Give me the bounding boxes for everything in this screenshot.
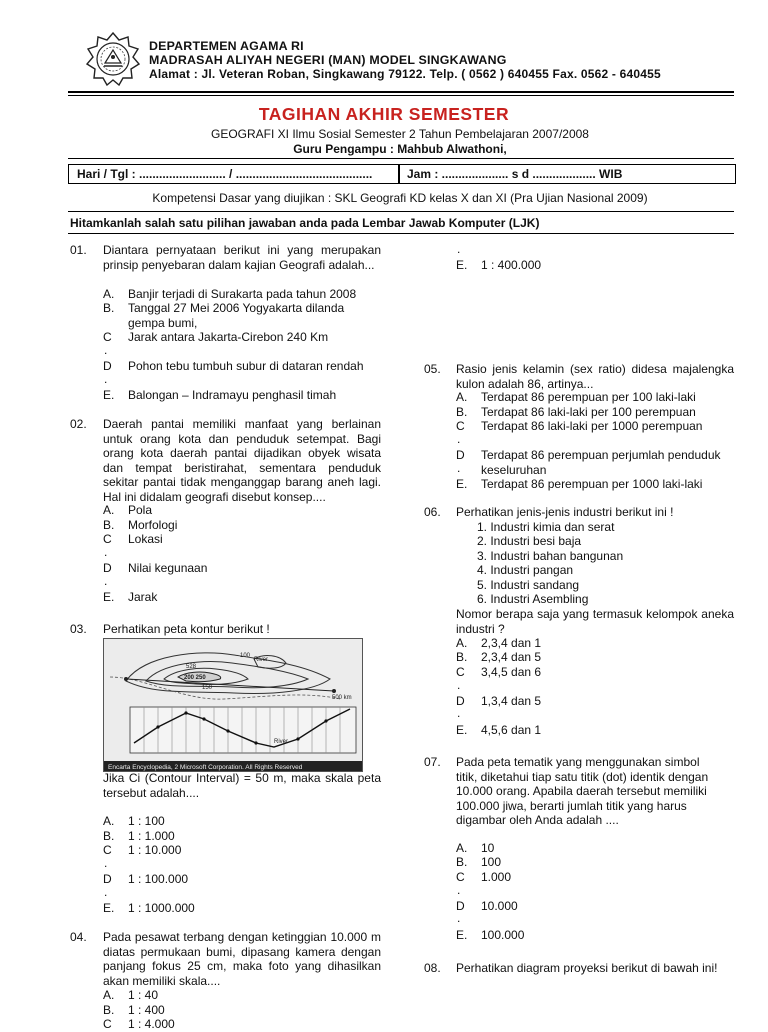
option-c: C 1.000 [456,870,512,884]
question-text: Perhatikan diagram proyeksi berikut di bawah ini! [456,961,718,975]
option-d: D 1 : 100.000 [103,872,189,886]
letterhead-rule-thin [68,95,734,96]
option-a: A. 10 [456,841,495,855]
svg-text:500 km: 500 km [332,695,352,701]
svg-text:528: 528 [186,664,197,670]
option-e: E. Balongan – Indramayu penghasil timah [103,388,337,402]
letterhead-rule-thick [68,91,734,93]
question-text: Nomor berapa saja yang termasuk kelompok aneka industri ? [456,607,734,636]
subtitle-subject: GEOGRAFI XI Ilmu Sosial Semester 2 Tahun Pembelajaran 2007/2008 [211,127,589,141]
option-d: D 1,3,4 dan 5 [456,694,542,708]
question-number: 05. [424,362,441,376]
option-e: E. 100.000 [456,928,525,942]
date-time-box [68,164,736,184]
header-address: Alamat : Jl. Veteran Roban, Singkawang 79122. Telp. ( 0562 ) 640455 Fax. 0562 - 640455 [149,67,661,81]
list-item: 3. Industri bahan bangunan [477,549,624,563]
date-field: Hari / Tgl : .......................... / ......................................... [77,167,373,181]
option-c: C Jarak antara Jakarta-Cirebon 240 Km [103,330,329,344]
question-number: 04. [70,930,87,944]
question-text: Rasio jenis kelamin (sex ratio) didesa majalengka kulon adalah 86, artinya... [456,362,734,391]
option-c: C 3,4,5 dan 6 [456,665,542,679]
question-text: Pada pesawat terbang dengan ketinggian 10.000 m diatas permukaan bumi, dipasang kamera dengan panjang fokus 25 cm, maka foto yang dihasilkan akan memiliki skala.... [103,930,381,988]
school-logo-icon [86,32,140,86]
svg-text:100: 100 [240,653,251,659]
svg-text:River: River [274,739,289,745]
question-number: 01. [70,243,87,257]
contour-map-figure [103,638,363,772]
divider [68,233,734,234]
option-d-cont: keseluruhan [481,463,547,477]
question-number: 02. [70,417,87,431]
option-b: B. 100 [456,855,502,869]
option-b: B. 2,3,4 dan 5 [456,650,542,664]
question-text: Perhatikan jenis-jenis industri berikut ini ! [456,505,674,519]
question-text: Perhatikan peta kontur berikut ! [103,622,270,636]
list-item: 2. Industri besi baja [477,534,582,548]
header-school: MADRASAH ALIYAH NEGERI (MAN) MODEL SINGKAWANG [149,53,507,67]
list-item: 4. Industri pangan [477,563,574,577]
question-number: 08. [424,961,441,975]
option-a: A. Terdapat 86 perempuan per 100 laki-laki [456,390,696,404]
option-a: A. 2,3,4 dan 1 [456,636,542,650]
option-c: C 1 : 10.000 [103,843,182,857]
question-number: 03. [70,622,87,636]
option-a: A. Pola [103,503,153,517]
option-e: E. Terdapat 86 perempuan per 1000 laki-laki [456,477,703,491]
option-b: B. Tanggal 27 Mei 2006 Yogyakarta dilanda [103,301,345,315]
option-e: E. 1 : 400.000 [456,258,542,272]
option-c: C 1 : 4.000 [103,1017,175,1031]
option-e: E. 1 : 1000.000 [103,901,195,915]
subtitle-teacher: Guru Pengampu : Mahbub Alwathoni, [293,142,507,156]
option-e: E. Jarak [103,590,158,604]
svg-text:150: 150 [202,685,213,691]
option-e: E. 4,5,6 dan 1 [456,723,542,737]
list-item: 6. Industri Asembling [477,592,589,606]
option-d: D Nilai kegunaan [103,561,208,575]
option-b: B. Terdapat 86 laki-laki per 100 perempuan [456,405,696,419]
option-c: C Terdapat 86 laki-laki per 1000 perempuan [456,419,703,433]
time-field: Jam : .................... s d ................... WIB [407,167,623,181]
option-d: D Pohon tebu tumbuh subur di dataran rendah [103,359,364,373]
option-b-cont: gempa bumi, [128,316,198,330]
header-department: DEPARTEMEN AGAMA RI [149,39,304,53]
svg-text:200 250: 200 250 [184,675,206,681]
page-title: TAGIHAN AKHIR SEMESTER [258,104,510,124]
question-number: 06. [424,505,441,519]
option-d: D 10.000 [456,899,518,913]
option-b: B. 1 : 1.000 [103,829,175,843]
map-label-river: River [254,657,269,663]
option-a: A. 1 : 40 [103,988,159,1002]
list-item: 5. Industri sandang [477,578,580,592]
question-text: Diantara pernyataan berikut ini yang merupakan prinsip penyebaran dalam kajian Geografi adalah... [103,243,381,272]
question-number: 07. [424,755,441,769]
kompetensi-line: Kompetensi Dasar yang diujikan : SKL Geografi KD kelas X dan XI (Pra Ujian Nasional 2009) [152,191,648,205]
list-item: 1. Industri kimia dan serat [477,520,615,534]
question-text: Jika Ci (Contour Interval) = 50 m, maka skala peta tersebut adalah.... [103,771,381,800]
question-text: Pada peta tematik yang menggunakan simbol titik, diketahui tiap satu titik (dot) identik dengan 10.000 orang. Apabila daerah tersebut memiliki 100.000 jiwa, berarti jumlah titik yang harus digambar oleh Anda adalah .... [456,755,709,827]
option-b: B. Morfologi [103,518,178,532]
option-a: A. 1 : 100 [103,814,165,828]
box-separator [398,165,400,183]
option-a: A. Banjir terjadi di Surakarta pada tahun 2008 [103,287,357,301]
option-c: C Lokasi [103,532,163,546]
option-b: B. 1 : 400 [103,1003,165,1017]
divider [68,211,734,212]
instruction: Hitamkanlah salah satu pilihan jawaban anda pada Lembar Jawab Komputer (LJK) [70,216,540,230]
divider [68,158,734,159]
option-d: D Terdapat 86 perempuan perjumlah penduduk [456,448,721,462]
map-credit: Encarta Encyclopedia, 2 Microsoft Corporation. All Rights Reserved [108,764,303,771]
question-text: Daerah pantai memiliki manfaat yang berlainan untuk orang kota dan penduduk setempat. Bagi orang kota daerah pantai dijadikan obyek wisata dan tempat beristirahat, sementara penduduk sekitar pantai tidak menganggap barang aneh lagi. Hal ini didalam geografi disebut konsep.... [103,417,381,504]
